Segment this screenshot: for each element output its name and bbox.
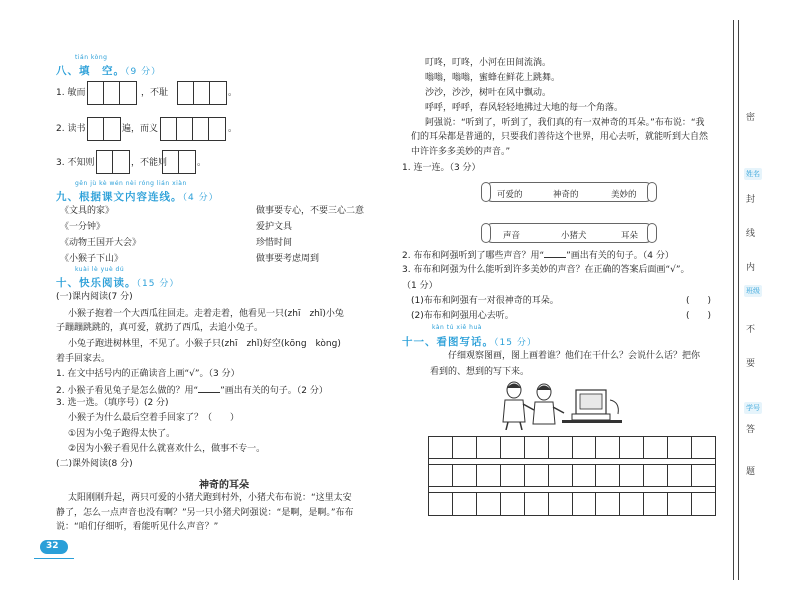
s10-q2: 2. 小猴子看见兔子是怎么做的？用“ ”画出有关的句子。（2 分） [56,386,328,396]
seal-tag: 学号 [746,404,760,412]
r-option-2: (2)布布和阿强用心去听。 [411,311,514,321]
s9-right-4: 做事要考虑周到 [256,254,320,264]
s10-option-2: ②因为小猴子看见什么就喜欢什么，做事不专一。 [68,444,266,454]
story-line: 嗡嗡，嗡嗡，蜜蜂在鲜花上跳舞。 [425,73,561,83]
s10-passage-line: 小兔子跑进树林里，不见了。小猴子只(zhī zhǐ)好空(kōng kòng) [68,339,341,349]
seal-line [738,20,739,580]
s8-title: 八、填 空。（9 分） [56,65,162,77]
s10-q1: 1. 在文中括号内的正确读音上画“√”。（3 分） [56,369,240,379]
story-line: 静了，怎么一点声音也没有啊？”另一只小猪犬阿强说：“是啊，是啊。”布布 [56,508,354,518]
story-line: 说：“咱们仔细听，看能听见什么声音？” [56,522,219,532]
writing-grid[interactable] [428,436,716,516]
s10-passage-line: 着手回家去。 [56,354,111,364]
seal-tag: 姓名 [746,170,760,178]
s10-title: 十、快乐阅读。（15 分） [56,277,180,289]
r-q2: 2. 布布和阿强听到了哪些声音？用“ ”画出有关的句子。（4 分） [402,251,674,261]
s9-left-4: 《小猴子下山》 [60,254,124,264]
s11-prompt: 仔细观察图画，图上画着谁？他们在干什么？会说什么话？把你 [448,351,701,361]
s9-pinyin: gēn jù kè wén nèi róng lián xiàn [75,180,187,187]
s8-q3-b: ，不能则 [131,158,168,168]
s8-q1-a: 1. 敏而 [56,88,86,98]
answer-bracket[interactable]: ( ) [686,311,712,321]
s8-q2-b: 遍，而义 [122,124,159,134]
s9-right-3: 珍惜时间 [256,238,293,248]
underline-blank [544,249,566,258]
story-title: 神奇的耳朵 [199,480,249,491]
story-line: 中许许多多美妙的声音。” [411,147,511,157]
s9-left-2: 《一分钟》 [60,222,106,232]
answer-grid[interactable] [87,117,121,141]
connect-word: 耳朵 [621,231,639,241]
answer-grid[interactable] [177,81,227,105]
connect-word: 小猪犬 [561,231,587,241]
r-q1: 1. 连一连。（3 分） [402,163,481,173]
s10-part2: (二)课外阅读(8 分) [56,459,133,469]
connect-bottom-box [486,223,652,243]
r-q3-score: （1 分） [402,281,438,291]
s10-part1: (一)课内阅读(7 分) [56,292,133,302]
s10-option-1: ①因为小兔子跑得太快了。 [68,429,176,439]
connect-word: 神奇的 [553,190,579,200]
s10-passage-line: 子蹦蹦跳跳的，真可爱，就扔了西瓜，去追小兔子。 [56,323,264,333]
answer-grid[interactable] [87,81,137,105]
seal-char: 内 [746,263,756,273]
connect-top-box [486,182,652,202]
s8-q1-c: 。 [228,88,238,98]
s8-q2-c: 。 [228,124,238,134]
connect-word: 声音 [503,231,521,241]
seal-tag: 班级 [746,287,760,295]
underline-blank [198,384,220,393]
r-q3: 3. 布布和阿强为什么能听到许多美妙的声音？在正确的答案后面画“√”。 [402,265,690,275]
seal-char: 不 [746,325,756,335]
s8-q3-c: 。 [197,158,207,168]
s10-passage-line: 小猴子抱着一个大西瓜往回走。走着走着，他看见一只(zhī zhǐ)小兔 [68,309,344,319]
s9-left-1: 《文具的家》 [60,206,115,216]
s9-left-3: 《动物王国开大会》 [60,238,142,248]
story-line: 们的耳朵都是普通的，只要我们善待这个世界，用心去听，就能听到大自然 [411,132,709,142]
s9-title: 九、根据课文内容连线。（4 分） [56,191,219,203]
seal-line [733,20,734,580]
s10-q3-stem: 小猴子为什么最后空着手回家了？（ ） [68,413,240,423]
story-line: 叮咚，叮咚，小河在田间流淌。 [425,58,552,68]
s11-pinyin: kàn tú xiě huà [432,324,482,331]
connect-word: 可爱的 [497,190,523,200]
seal-char: 密 [746,113,756,123]
s8-q1-b: ，不耻 [141,88,169,98]
connect-word: 美妙的 [611,190,637,200]
s10-q3: 3. 选一选。（填序号）(2 分) [56,398,169,408]
children-computer-illustration [492,380,628,430]
seal-char: 答 [746,425,756,435]
r-option-1: (1)布布和阿强有一对很神奇的耳朵。 [411,296,559,306]
story-line: 阿强说：“听到了，听到了，我们真的有一双神奇的耳朵。”布布说：“我 [425,118,705,128]
page-number-line [34,558,74,559]
story-line: 呼呼，呼呼，春风轻轻地拂过大地的每一个角落。 [425,103,624,113]
s11-prompt: 看到的、想到的写下来。 [430,367,530,377]
seal-char: 线 [746,229,756,239]
s9-right-1: 做事要专心，不要三心二意 [256,206,365,216]
story-line: 沙沙，沙沙，树叶在风中飘动。 [425,88,552,98]
answer-grid[interactable] [160,117,226,141]
answer-grid[interactable] [96,150,130,174]
s8-q3-a: 3. 不知则 [56,158,95,168]
answer-grid[interactable] [162,150,196,174]
s8-q2-a: 2. 读书 [56,124,86,134]
s8-pinyin: tián kòng [75,54,108,61]
story-line: 太阳刚刚升起，两只可爱的小猪犬跑到村外，小猪犬布布说：“这里太安 [68,493,352,503]
s11-title: 十一、看图写话。（15 分） [402,336,537,348]
seal-char: 题 [746,467,756,477]
page-number: 32 [46,541,59,551]
answer-bracket[interactable]: ( ) [686,296,712,306]
s9-right-2: 爱护文具 [256,222,293,232]
seal-char: 封 [746,195,756,205]
seal-char: 要 [746,359,756,369]
s10-pinyin: kuài lè yuè dú [75,266,125,273]
